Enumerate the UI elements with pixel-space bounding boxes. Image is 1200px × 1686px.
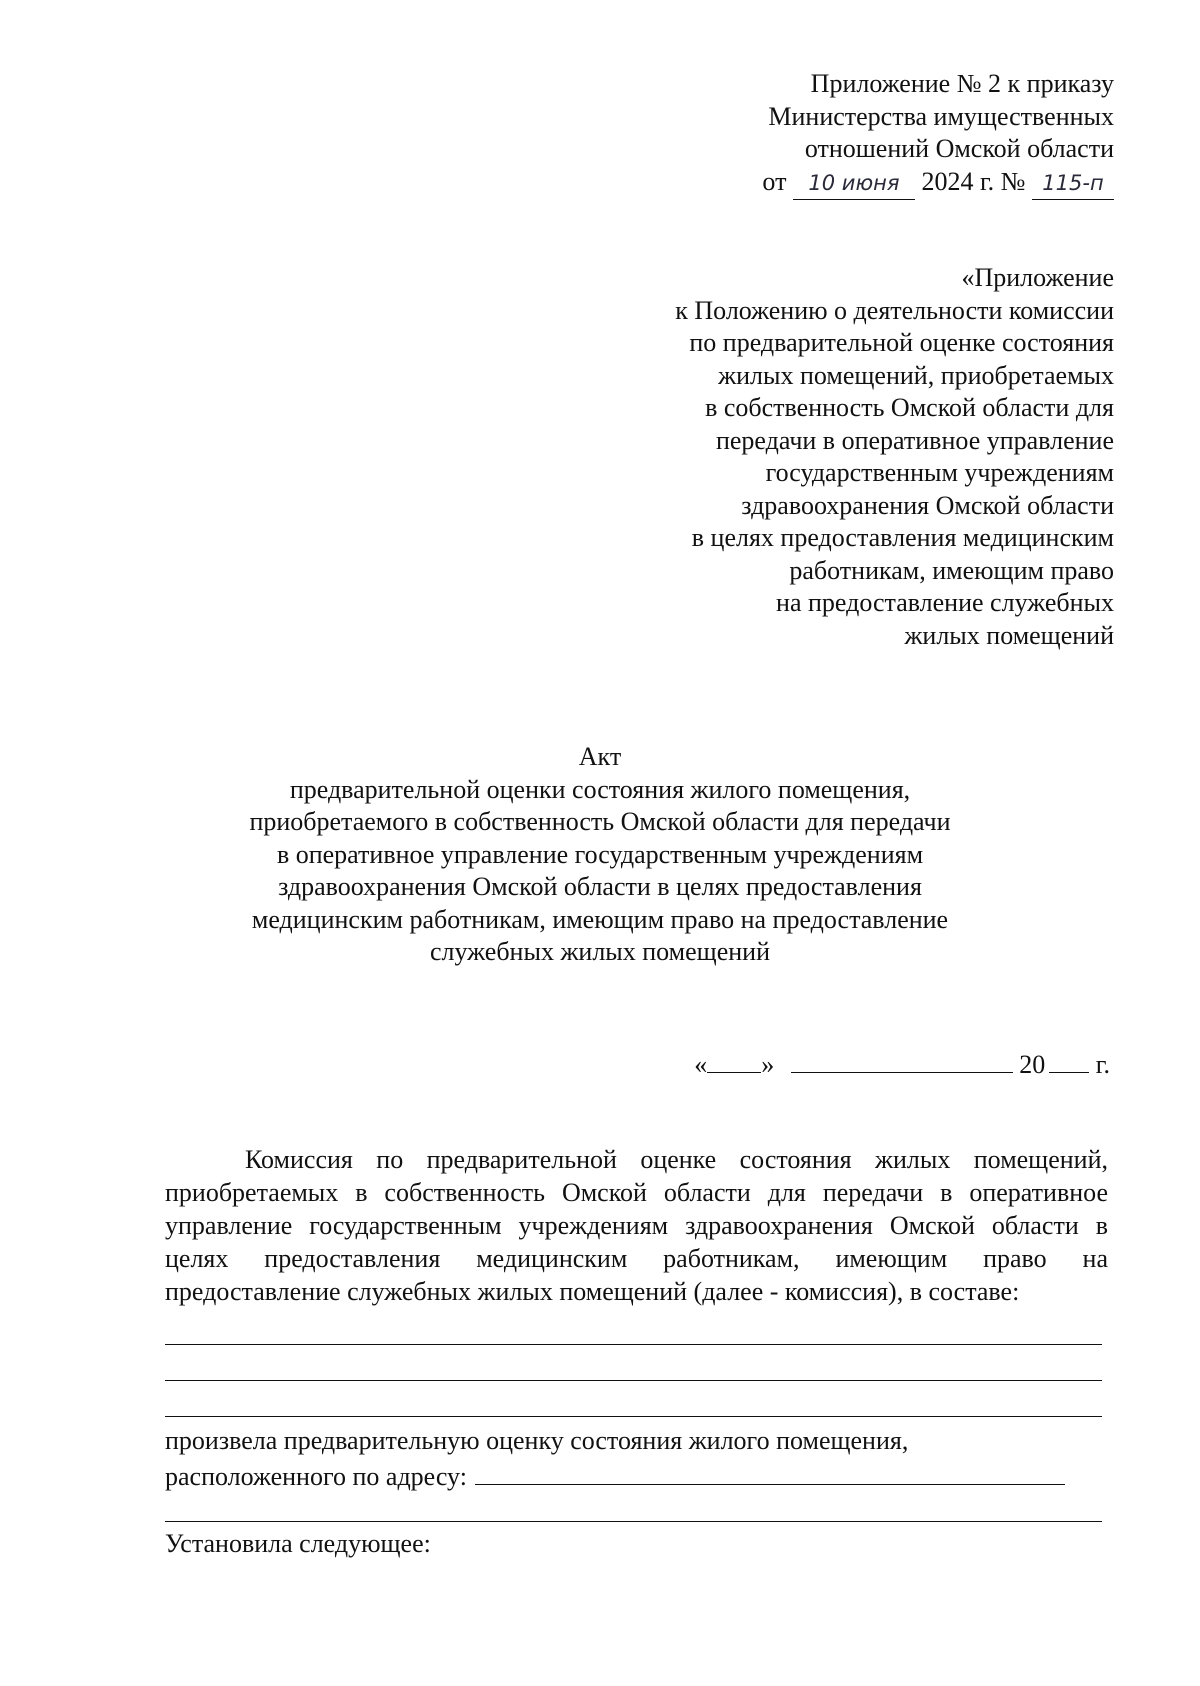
title-line: медицинским работникам, имеющим право на предоставление bbox=[251, 904, 949, 934]
title-line: предварительной оценки состояния жилого помещения, bbox=[289, 774, 911, 804]
close-quote: » bbox=[761, 1050, 775, 1079]
appendix-line: в собственность Омской области для bbox=[705, 393, 1114, 422]
appendix-line: здравоохранения Омской области bbox=[741, 490, 1114, 520]
title-line: в оперативное управление государственным учреждениям bbox=[276, 839, 924, 869]
appendix-line: передачи в оперативное управление bbox=[715, 425, 1114, 455]
title-line: служебных жилых помещений bbox=[430, 937, 770, 966]
composition-blank-line bbox=[165, 1344, 1102, 1345]
established-heading: Установила следующее: bbox=[165, 1529, 431, 1558]
year-and-number-label: 2024 г. № bbox=[921, 166, 1026, 196]
title-line: здравоохранения Омской области в целях предоставления bbox=[278, 872, 922, 901]
address-continuation-line bbox=[165, 1521, 1102, 1522]
act-heading: Акт bbox=[578, 742, 622, 771]
act-date-line bbox=[694, 1048, 1110, 1081]
handwritten-date: 10 июня bbox=[793, 167, 915, 201]
appendix-line: государственным учреждениям bbox=[765, 458, 1114, 487]
appendix-line: жилых помещений bbox=[904, 620, 1114, 650]
open-quote: « bbox=[694, 1050, 708, 1079]
assessment-text: произвела предварительную оценку состояния жилого помещения, bbox=[165, 1426, 909, 1455]
year-suffix: г. bbox=[1095, 1050, 1110, 1079]
appendix-line: по предварительной оценке состояния bbox=[689, 328, 1114, 357]
address-label: расположенного по адресу: bbox=[165, 1462, 467, 1491]
order-attachment-header bbox=[762, 68, 1114, 200]
composition-blank-line bbox=[165, 1380, 1102, 1381]
composition-blank-line bbox=[165, 1416, 1102, 1417]
appendix-line: работникам, имеющим право bbox=[789, 555, 1114, 585]
commission-paragraph: Комиссия по предварительной оценке состояния жилых помещений, приобретаемых в собственность Омской области для передачи в оперативное управление государственным учреждениям здравоохранения Омской области в целях предоставления медицинским работникам, имеющим право на предоставление служебных жилых помещений (далее - комиссия), в составе: bbox=[165, 1145, 1108, 1306]
appendix-line: на предоставление служебных bbox=[776, 588, 1114, 617]
year-blank-field bbox=[1049, 1048, 1089, 1073]
header-line-3: отношений Омской области bbox=[804, 134, 1114, 163]
address-line bbox=[165, 1458, 1065, 1493]
address-blank-field bbox=[475, 1458, 1065, 1485]
appendix-line: жилых помещений, приобретаемых bbox=[718, 360, 1114, 390]
month-blank-field bbox=[791, 1048, 1013, 1073]
header-date-line bbox=[762, 166, 1114, 201]
handwritten-order-number: 115-п bbox=[1032, 167, 1114, 201]
appendix-line: «Приложение bbox=[961, 263, 1114, 292]
century-label: 20 bbox=[1019, 1050, 1046, 1079]
appendix-reference bbox=[675, 262, 1114, 652]
appendix-line: в целях предоставления медицинским bbox=[691, 523, 1114, 552]
act-title bbox=[180, 741, 1020, 969]
header-line-1: Приложение № 2 к приказу bbox=[810, 69, 1114, 98]
title-line: приобретаемого в собственность Омской области для передачи bbox=[249, 807, 951, 836]
day-blank-field bbox=[707, 1048, 761, 1073]
appendix-line: к Положению о деятельности комиссии bbox=[675, 295, 1114, 325]
header-line-2: Министерства имущественных bbox=[768, 101, 1114, 131]
date-prefix: от bbox=[762, 166, 787, 196]
